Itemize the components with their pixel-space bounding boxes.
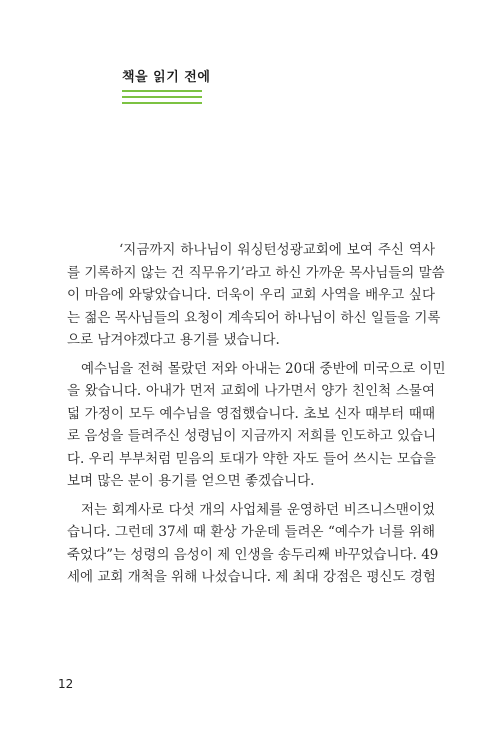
text-line: 습니다. 그런데 37세 때 환상 가운데 들려온 “예수가 너를 위해 <box>67 524 435 540</box>
paragraph-2 <box>67 358 446 493</box>
text-line: 저는 회계사로 다섯 개의 사업체를 운영하던 비즈니스맨이었 <box>81 501 435 518</box>
paragraph-3 <box>67 499 439 589</box>
text-line: 로 음성을 들려주신 성령님이 지금까지 저희를 인도하고 있습니 <box>67 428 437 444</box>
title-underline-2 <box>122 96 202 98</box>
text-line: 를 기록하지 않는 건 직무유기’라고 하신 가까운 목사님들의 말씀 <box>67 264 445 281</box>
text-line: 다. 우리 부부처럼 믿음의 토대가 약한 자도 들어 쓰시는 모습을 <box>67 450 436 467</box>
text-line: 는 젊은 목사님들의 요청이 계속되어 하나님이 하신 일들을 기록 <box>67 309 441 326</box>
page-number: 12 <box>58 677 74 691</box>
title-underline-1 <box>122 90 202 92</box>
text-line: ‘지금까지 하나님이 워싱턴성광교회에 보여 주신 역사 <box>119 242 435 258</box>
text-line: 을 왔습니다. 아내가 먼저 교회에 나가면서 양가 친인척 스물여 <box>67 383 435 399</box>
text-line: 예수님을 전혀 몰랐던 저와 아내는 20대 중반에 미국으로 이민 <box>81 360 446 377</box>
section-title: 책을 읽기 전에 <box>122 70 211 85</box>
paragraph-1 <box>67 239 445 352</box>
body-text <box>67 239 446 589</box>
text-line: 으로 남겨야겠다고 용기를 냈습니다. <box>67 332 280 348</box>
title-underline-3 <box>122 102 202 104</box>
text-line: 이 마음에 와닿았습니다. 더욱이 우리 교회 사역을 배우고 싶다 <box>67 287 435 303</box>
text-line: 보며 많은 분이 용기를 얻으면 좋겠습니다. <box>67 473 315 489</box>
text-line: 죽었다”는 성령의 음성이 제 인생을 송두리째 바꾸었습니다. 49 <box>67 546 439 563</box>
text-line: 세에 교회 개척을 위해 나섰습니다. 제 최대 강점은 평신도 경험 <box>67 569 436 585</box>
text-line: 덟 가정이 모두 예수님을 영접했습니다. 초보 신자 때부터 때때 <box>67 405 435 422</box>
